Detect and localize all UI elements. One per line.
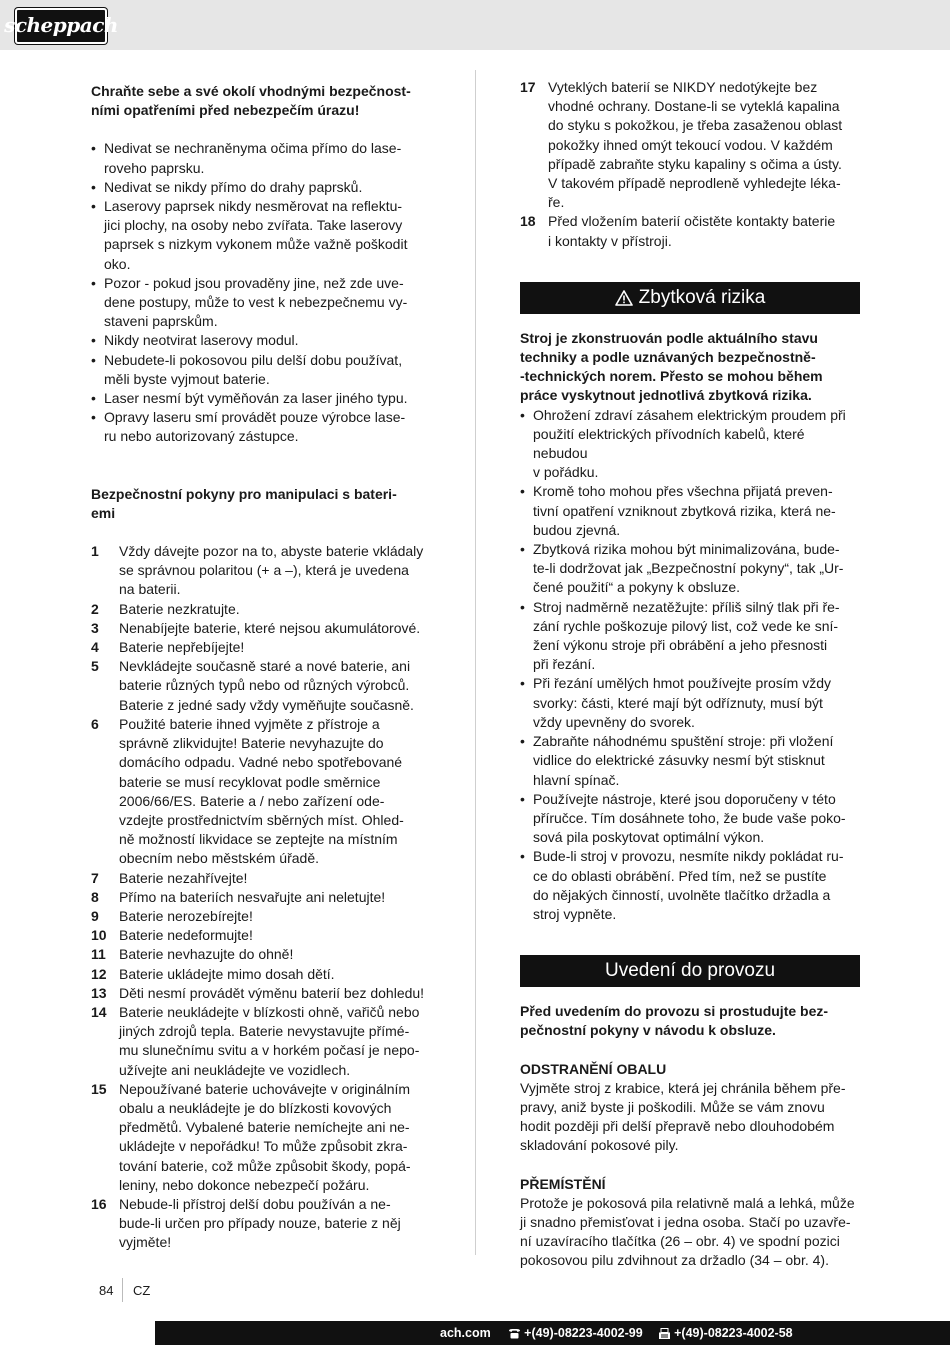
residual-intro-text: Stroj je zkonstruován podle aktuálního stavu techniky a podle uznávaných bezpečnostně- -technických norem. Přesto se mohou během práce vyskytnout jednotlivá zbytková rizika. <box>520 329 823 404</box>
residual-bullet-list <box>520 406 860 924</box>
item-number: 1 <box>91 543 99 560</box>
residual-risks-title: Zbytková rizika <box>638 286 766 308</box>
page-number: 84 <box>99 1283 114 1298</box>
item-text: Nevkládejte současně staré a nové baterie, ani baterie různých typů nebo od různých výrobců. Baterie z jedné sady vždy vyměňujte současně. <box>119 658 414 713</box>
item-text: Baterie nezkratujte. <box>119 600 240 617</box>
item-text: Přímo na bateriích nesvařujte ani neletujte! <box>119 888 386 905</box>
item-text: Baterie nepřebíjejte! <box>119 639 245 656</box>
header-bar <box>0 0 950 50</box>
residual-intro <box>520 329 860 406</box>
residual-risks-title-bar <box>520 282 860 314</box>
item-text: Nepoužívané baterie uchovávejte v originálním obalu a neukládejte je do blízkosti kovových předmětů. Vybalené baterie nemíchejte ani ne- ukládejte v nepořádku! To může způsobit zkra- tování baterie, což může způsobit škody, popá- leniny, nebo dokonce nebezpečí požáru. <box>119 1080 411 1193</box>
left-column <box>91 78 431 1253</box>
numbered-item <box>91 715 431 869</box>
list-item-text: Zbytková rizika mohou být minimalizována, bude- te-li dodržovat jak „Bezpečnostní pokyny“, tak „Ur- čené použití“ a pokyny k obsluze. <box>533 541 844 596</box>
move-heading: PŘEMÍSTĚNÍ <box>520 1175 606 1192</box>
list-item-text: Pozor - pokud jsou provaděny jine, než zde uve- dene postupy, může to vest k nebezpečnemu vy- staveni paprskům. <box>104 274 408 330</box>
startup-intro-text: Před uvedením do provozu si prostudujte bez- pečnostní pokyny v návodu k obsluze. <box>520 1003 829 1039</box>
list-item <box>91 408 431 446</box>
numbered-item <box>91 657 431 715</box>
item-number: 18 <box>520 213 536 230</box>
battery-heading <box>91 485 431 523</box>
numbered-item <box>91 926 431 945</box>
item-text: Baterie nezahřívejte! <box>119 869 248 886</box>
contact-line <box>440 1321 793 1345</box>
footer-bar <box>0 1321 950 1345</box>
protect-heading-text: Chraňte sebe a své okolí vhodnými bezpečnost- ními opatřeními před nebezpečím úrazu! <box>91 83 411 119</box>
list-item-text: Nebudete-li pokosovou pilu delší dobu používat, měli byste vyjmout baterie. <box>104 351 403 387</box>
fax-icon <box>658 1328 671 1340</box>
list-item-text: Kromě toho mohou přes všechna přijatá preven- tivní opatření vzniknout zbytková rizika, která ne- budou zjevná. <box>533 483 836 538</box>
numbered-item <box>91 869 431 888</box>
numbered-item <box>520 78 860 212</box>
item-text: Baterie nevhazujte do ohně! <box>119 946 294 963</box>
item-number: 10 <box>91 927 107 944</box>
item-text: Použité baterie ihned vyjměte z přístroje a správně zlikvidujte! Baterie nevyhazujte do domácího odpadu. Vadné nebo spotřebované baterie se musí recyklovat podle směrnice 2006/66/ES. Baterie a / nebo zařízení ode- vzdejte prostřednictvím sběrných míst. Ohled- ně možností likvidace se zeptejte na místním obecním nebo městském úřadě. <box>119 715 404 867</box>
numbered-item <box>91 619 431 638</box>
item-number: 8 <box>91 888 99 905</box>
list-item <box>91 178 431 197</box>
fax-number: +(49)-08223-4002-58 <box>674 1326 793 1340</box>
list-item-text: Při řezání umělých hmot používejte prosím vždy svorky: části, které mají být odříznuty, musí být vždy upevněny do svorek. <box>533 675 832 730</box>
numbered-item <box>91 1003 431 1080</box>
numbered-item <box>91 888 431 907</box>
warning-triangle-icon <box>615 290 633 306</box>
numbered-item <box>91 965 431 984</box>
list-item <box>91 389 431 408</box>
list-item-text: Nikdy neotvirat laserovy modul. <box>104 332 299 349</box>
item-number: 7 <box>91 869 99 886</box>
item-number: 14 <box>91 1003 107 1020</box>
numbered-item <box>520 212 860 250</box>
numbered-item <box>91 945 431 964</box>
phone-number: +(49)-08223-4002-99 <box>524 1326 643 1340</box>
numbered-item <box>91 984 431 1003</box>
list-item <box>520 790 860 848</box>
phone-icon <box>508 1328 521 1339</box>
list-item <box>520 674 860 732</box>
startup-intro <box>520 1002 860 1040</box>
item-text: Baterie nerozebírejte! <box>119 907 253 924</box>
list-item-text: Bude-li stroj v provozu, nesmíte nikdy pokládat ru- ce do oblasti obrábění. Před tím, než se pustíte do nějakých činností, uvolněte tlačítko držadla a stroj vypněte. <box>533 848 844 922</box>
laser-bullet-list <box>91 139 431 446</box>
battery-numbered-list-cont <box>520 78 860 251</box>
list-item <box>91 331 431 350</box>
list-item <box>520 598 860 675</box>
list-item-text: Zabraňte náhodnému spuštění stroje: při vložení vidlice do elektrické zásuvky nesmí být stisknut hlavní spínač. <box>533 733 834 788</box>
item-number: 13 <box>91 984 107 1001</box>
startup-title: Uvedení do provozu <box>604 960 776 982</box>
item-number: 11 <box>91 946 106 963</box>
list-item-text: Nedivat se nikdy přímo do drahy paprsků. <box>104 178 363 195</box>
list-item <box>520 406 860 483</box>
footer-bar-gap <box>0 1321 155 1345</box>
unpack-heading: ODSTRANĚNÍ OBALU <box>520 1060 667 1077</box>
list-item-text: Opravy laseru smí provádět pouze výrobce lase- ru nebo autorizovaný zástupce. <box>104 409 406 445</box>
list-item <box>91 274 431 332</box>
list-item <box>520 732 860 790</box>
protect-heading <box>91 82 431 120</box>
item-number: 17 <box>520 79 536 95</box>
startup-title-bar <box>520 955 860 987</box>
list-item-text: Stroj nadměrně nezatěžujte: příliš silný tlak při ře- zání rychle poškozuje pilový list, což vede ke sní- žení výkonu stroje při obrábění a jeho přesnosti při řezání. <box>533 598 840 673</box>
list-item-text: Laser nesmí být vyměňován za laser jiného typu. <box>104 390 408 407</box>
item-number: 6 <box>91 715 99 732</box>
website-text: ach.com <box>440 1326 491 1340</box>
unpack-text: Vyjměte stroj z krabice, která jej chránila během pře- pravy, aniž byste ji poškodili. Může se vám znovu hodit později při delší přepravě nebo dlouhodobém skladování pokosové pily. <box>520 1079 846 1154</box>
move-text: Protože je pokosová pila relativně malá a lehká, může ji snadno přemisťovat i jedna osoba. Stačí po uzavře- ní uzavíracího tlačítka (26 – obr. 4) ve spodní pozici pokosovou pilu zdvihnout za držadlo (34 – obr. 4). <box>520 1194 855 1269</box>
language-code: CZ <box>133 1283 151 1298</box>
list-item <box>91 351 431 389</box>
item-text: Nenabíjejte baterie, které nejsou akumulátorové. <box>119 619 421 636</box>
item-text: Baterie ukládejte mimo dosah dětí. <box>119 965 335 982</box>
numbered-item <box>91 600 431 619</box>
footer-separator <box>122 1278 123 1302</box>
item-number: 9 <box>91 907 99 924</box>
item-number: 16 <box>91 1195 107 1212</box>
battery-numbered-list <box>91 542 431 1253</box>
list-item <box>520 847 860 924</box>
list-item-text: Používejte nástroje, které jsou doporučeny v této příručce. Tím dosáhnete toho, že bude vaše poko- sová pila poskytovat optimální výkon. <box>533 790 846 846</box>
list-item-text: Nedivat se nechraněnyma očima přímo do lase- roveho paprsku. <box>104 140 402 176</box>
numbered-item <box>91 542 431 600</box>
item-text: Baterie nedeformujte! <box>119 927 253 944</box>
scheppach-logo: scheppach <box>15 8 107 44</box>
list-item <box>520 482 860 540</box>
list-item <box>91 197 431 274</box>
item-text: Baterie neukládejte v blízkosti ohně, vařičů nebo jiných zdrojů tepla. Baterie nevystavujte přímé- mu slunečnímu svitu a v horkém počasí je nepo- užívejte ani neukládejte ve vozidlech. <box>119 1003 420 1078</box>
column-divider <box>475 70 476 1255</box>
battery-heading-text: Bezpečnostní pokyny pro manipulaci s bateri- emi <box>91 485 397 521</box>
list-item <box>91 139 431 177</box>
item-text: Před vložením baterií očistěte kontakty baterie i kontakty v přístroji. <box>548 213 836 249</box>
numbered-item <box>91 907 431 926</box>
list-item-text: Ohrožení zdraví zásahem elektrickým proudem při použití elektrických přívodních kabelů, které nebudou v pořádku. <box>533 406 846 481</box>
numbered-item <box>91 1080 431 1195</box>
list-item-text: Laserovy paprsek nikdy nesměrovat na reflektu- jici plochy, na osoby nebo zvířata. Take laserovy paprsek s nizkym vykonem může važně poškodit oko. <box>104 198 408 272</box>
item-text: Nebude-li přístroj delší dobu používán a ne- bude-li určen pro případy nouze, baterie z něj vyjměte! <box>119 1195 401 1251</box>
item-number: 3 <box>91 619 99 636</box>
item-text: Děti nesmí provádět výměnu baterií bez dohledu! <box>119 984 425 1001</box>
item-number: 12 <box>91 965 107 982</box>
item-number: 5 <box>91 658 99 675</box>
item-text: Vždy dávejte pozor na to, abyste baterie vkládaly se správnou polaritou (+ a –), která je uvedena na baterii. <box>119 543 424 598</box>
numbered-item <box>91 638 431 657</box>
numbered-item <box>91 1195 431 1253</box>
item-number: 15 <box>91 1080 107 1097</box>
item-text: Vyteklých baterií se NIKDY nedotýkejte bez vhodné ochrany. Dostane-li se vyteklá kapalina do styku s pokožkou, je třeba zasaženou oblast pokožky ihned omýt tekoucí vodou. V každém případě zabraňte styku kapaliny s očima a ústy. V takovém případě neprodleně vyhledejte léka- ře. <box>548 79 843 211</box>
item-number: 2 <box>91 600 99 617</box>
right-column <box>520 78 860 1271</box>
item-number: 4 <box>91 639 99 656</box>
list-item <box>520 540 860 598</box>
